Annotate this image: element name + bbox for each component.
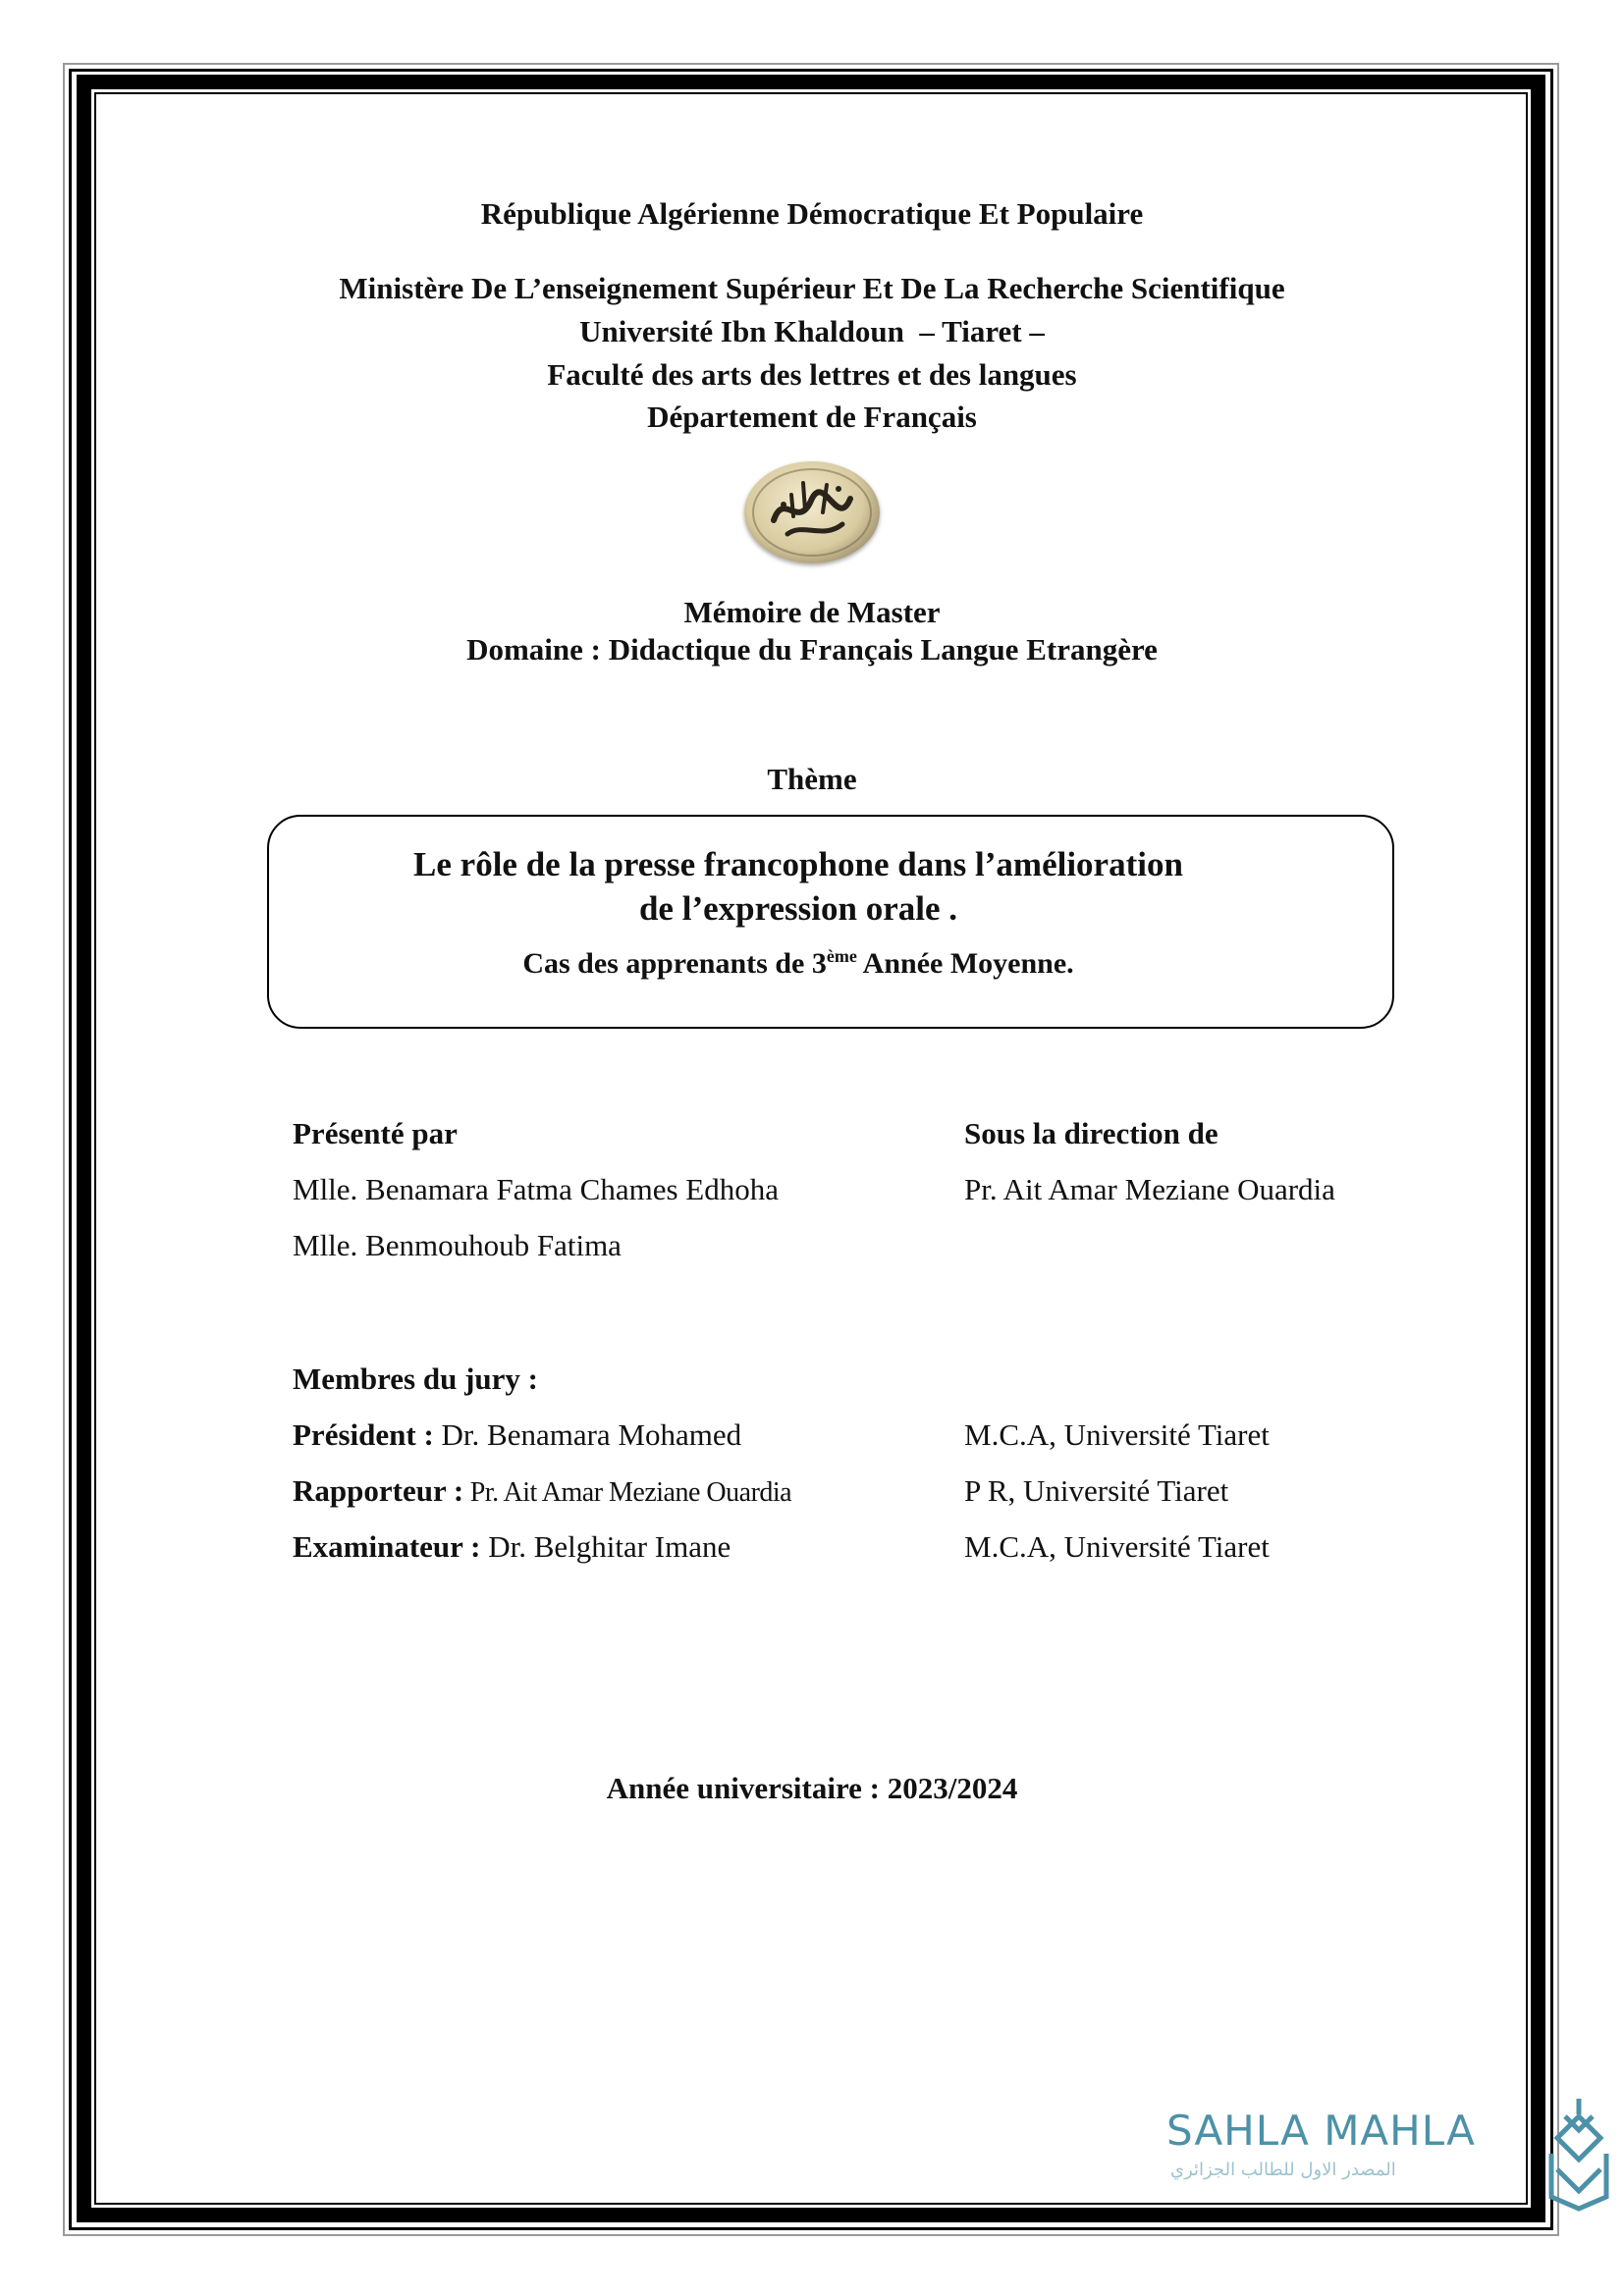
academic-year: Année universitaire : 2023/2024	[606, 1771, 1018, 1805]
theme-title-line1: Le rôle de la presse francophone dans l’amélioration	[413, 845, 1183, 883]
jury-affiliation: M.C.A, Université Tiaret	[964, 1417, 1270, 1452]
jury-name: Dr. Benamara Mohamed	[433, 1417, 742, 1452]
jury-role: Examinateur :	[293, 1529, 481, 1564]
supervisor-name: Pr. Ait Amar Meziane Ouardia	[964, 1172, 1335, 1206]
case-suffix: Année Moyenne.	[856, 947, 1074, 980]
memoire-domain: Domaine : Didactique du Français Langue Etrangère	[466, 632, 1158, 667]
jury-name: Pr. Ait Amar Meziane Ouardia	[463, 1477, 792, 1508]
jury-name: Dr. Belghitar Imane	[480, 1529, 731, 1564]
direction-label: Sous la direction de	[964, 1116, 1218, 1150]
watermark-text: SAHLA MAHLA	[1166, 2107, 1476, 2155]
department-heading: Département de Français	[647, 400, 977, 434]
jury-member-row	[293, 1528, 731, 1566]
jury-affiliation: M.C.A, Université Tiaret	[964, 1529, 1270, 1564]
memoire-type: Mémoire de Master	[683, 595, 941, 629]
watermark-subtitle: المصدر الاول للطالب الجزائري	[1170, 2160, 1396, 2180]
case-prefix: Cas des apprenants de 3	[522, 947, 827, 980]
watermark-logo-icon	[1543, 2095, 1614, 2217]
theme-case-line	[0, 946, 1610, 981]
theme-label: Thème	[767, 762, 857, 796]
student-name: Mlle. Benamara Fatma Chames Edhoha	[293, 1172, 780, 1206]
watermark	[1166, 2097, 1559, 2215]
faculty-heading: Faculté des arts des lettres et des langues	[547, 357, 1077, 392]
jury-role: Rapporteur :	[293, 1473, 464, 1508]
jury-label: Membres du jury :	[293, 1362, 538, 1396]
republic-heading: République Algérienne Démocratique Et Populaire	[480, 196, 1144, 231]
university-heading: Université Ibn Khaldoun – Tiaret –	[579, 314, 1045, 348]
presented-label: Présenté par	[293, 1116, 458, 1150]
university-seal-icon	[744, 461, 880, 563]
student-name: Mlle. Benmouhoub Fatima	[293, 1228, 622, 1262]
jury-member-row	[293, 1416, 741, 1454]
theme-title-line2: de l’expression orale .	[638, 889, 958, 928]
jury-member-row	[293, 1472, 791, 1512]
jury-affiliation: P R, Université Tiaret	[964, 1473, 1229, 1508]
case-superscript: ème	[826, 946, 857, 966]
jury-role: Président :	[293, 1417, 434, 1452]
ministry-heading: Ministère De L’enseignement Supérieur Et De La Recherche Scientifique	[339, 271, 1285, 305]
